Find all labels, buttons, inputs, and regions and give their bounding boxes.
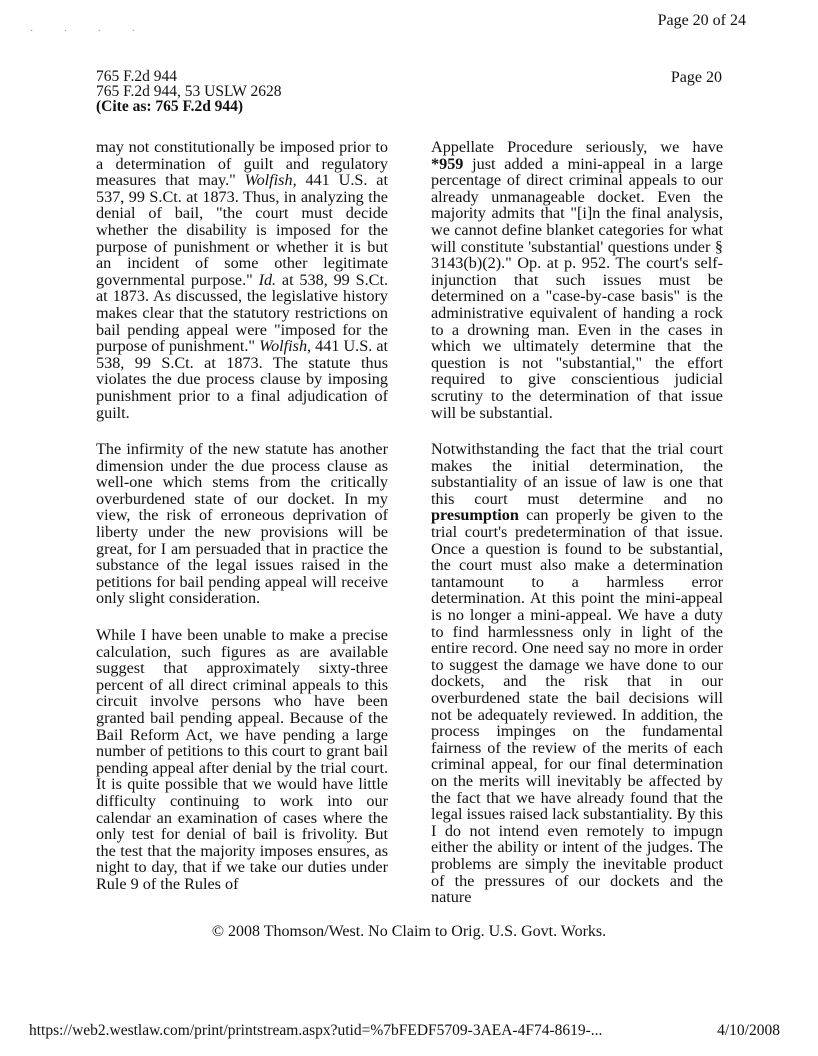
copyright-notice: © 2008 Thomson/West. No Claim to Orig. U.S. Govt. Works. bbox=[211, 923, 607, 940]
paragraph: Notwithstanding the fact that the trial court makes the initial determination, the substantiality of an issue of law is one that this court must determine and no presumption can properly be given to the trial court's predetermination of that issue. Once a question is found to be substantial, the court must also make a determination tantamount to a harmless error determination. At this point the mini-appeal is no longer a mini-appeal. We have a duty to find harmlessness only in light of the entire record. One need say no more in order to suggest the damage we have done to our dockets, and the risk that in our overburdened state the bail decisions will not be adequately reviewed. In addition, the process impinges on the fundamental fairness of the review of the merits of each criminal appeal, for our final determination on the merits will inevitably be affected by the fact that we have already found that the legal issues raised lack substantiality. By this I do not intend even remotely to impugn either the ability or intent of the judges. The problems are simply the inevitable product of the pressures of our dockets and the nature bbox=[431, 440, 723, 907]
print-url: https://web2.westlaw.com/print/printstream.aspx?utid=%7bFEDF5709-3AEA-4F74-8619-... bbox=[29, 1022, 603, 1039]
scan-specks: · · · · bbox=[30, 26, 149, 37]
paragraph: The infirmity of the new statute has another dimension under the due process clause as well-one which stems from the critically overburdened state of our docket. In my view, the risk of erroneous deprivation of liberty under the new provisions will be great, for I am persuaded that in practice the substance of the legal issues raised in the petitions for bail pending appeal will receive only slight consideration. bbox=[96, 440, 388, 608]
citation-line-1: 765 F.2d 944 bbox=[96, 68, 178, 85]
running-page-number: Page 20 bbox=[670, 69, 722, 86]
citation-cite-as: (Cite as: 765 F.2d 944) bbox=[96, 98, 244, 115]
right-column bbox=[431, 139, 723, 926]
star-page-marker: *959 bbox=[431, 154, 464, 173]
search-term-highlight: presumption bbox=[431, 506, 519, 525]
paragraph: While I have been unable to make a precise calculation, such figures as are available suggest that approximately sixty-three percent of all direct criminal appeals to this circuit involve persons who have been granted bail pending appeal. Because of the Bail Reform Act, we have pending a large number of petitions to this court to grant bail pending appeal after denial by the trial court. It is quite possible that we would have little difficulty continuing to work into our calendar an examination of cases where the only test for denial of bail is frivolity. But the test that the majority imposes ensures, as night to day, that if we take our duties under Rule 9 of the Rules of bbox=[96, 626, 388, 893]
paragraph: Appellate Procedure seriously, we have *959 just added a mini-appeal in a large percentage of direct criminal appeals to our already unmanageable docket. Even the majority admits that "[i]n the final analysis, we cannot define blanket categories for what will constitute 'substantial' questions under § 3143(b)(2)." Op. at p. 952. The court's self-injunction that such issues must be determined on a "case-by-case basis" is the administrative equivalent of handing a rock to a drowning man. Even in the cases in which we ultimately determine that the question is not "substantial," the effort required to give conscientious judicial scrutiny to the determination of that issue will be substantial. bbox=[431, 138, 723, 422]
left-column bbox=[96, 139, 388, 913]
citation-line-2: 765 F.2d 944, 53 USLW 2628 bbox=[96, 83, 282, 100]
citation-block bbox=[96, 69, 282, 114]
paragraph: may not constitutionally be imposed prior to a determination of guilt and regulatory measures that may." Wolfish, 441 U.S. at 537, 99 S.Ct. at 1873. Thus, in analyzing the denial of bail, "the court must decide whether the disability is imposed for the purpose of punishment or whether it is but an incident of some other legitimate governmental purpose." Id. at 538, 99 S.Ct. at 1873. As discussed, the legislative history makes clear that the statutory restrictions on bail pending appeal were "imposed for the purpose of punishment." Wolfish, 441 U.S. at 538, 99 S.Ct. at 1873. The statute thus violates the due process clause by imposing punishment prior to a final adjudication of guilt. bbox=[96, 138, 388, 422]
page-count: Page 20 of 24 bbox=[657, 12, 746, 29]
print-date: 4/10/2008 bbox=[717, 1022, 780, 1039]
